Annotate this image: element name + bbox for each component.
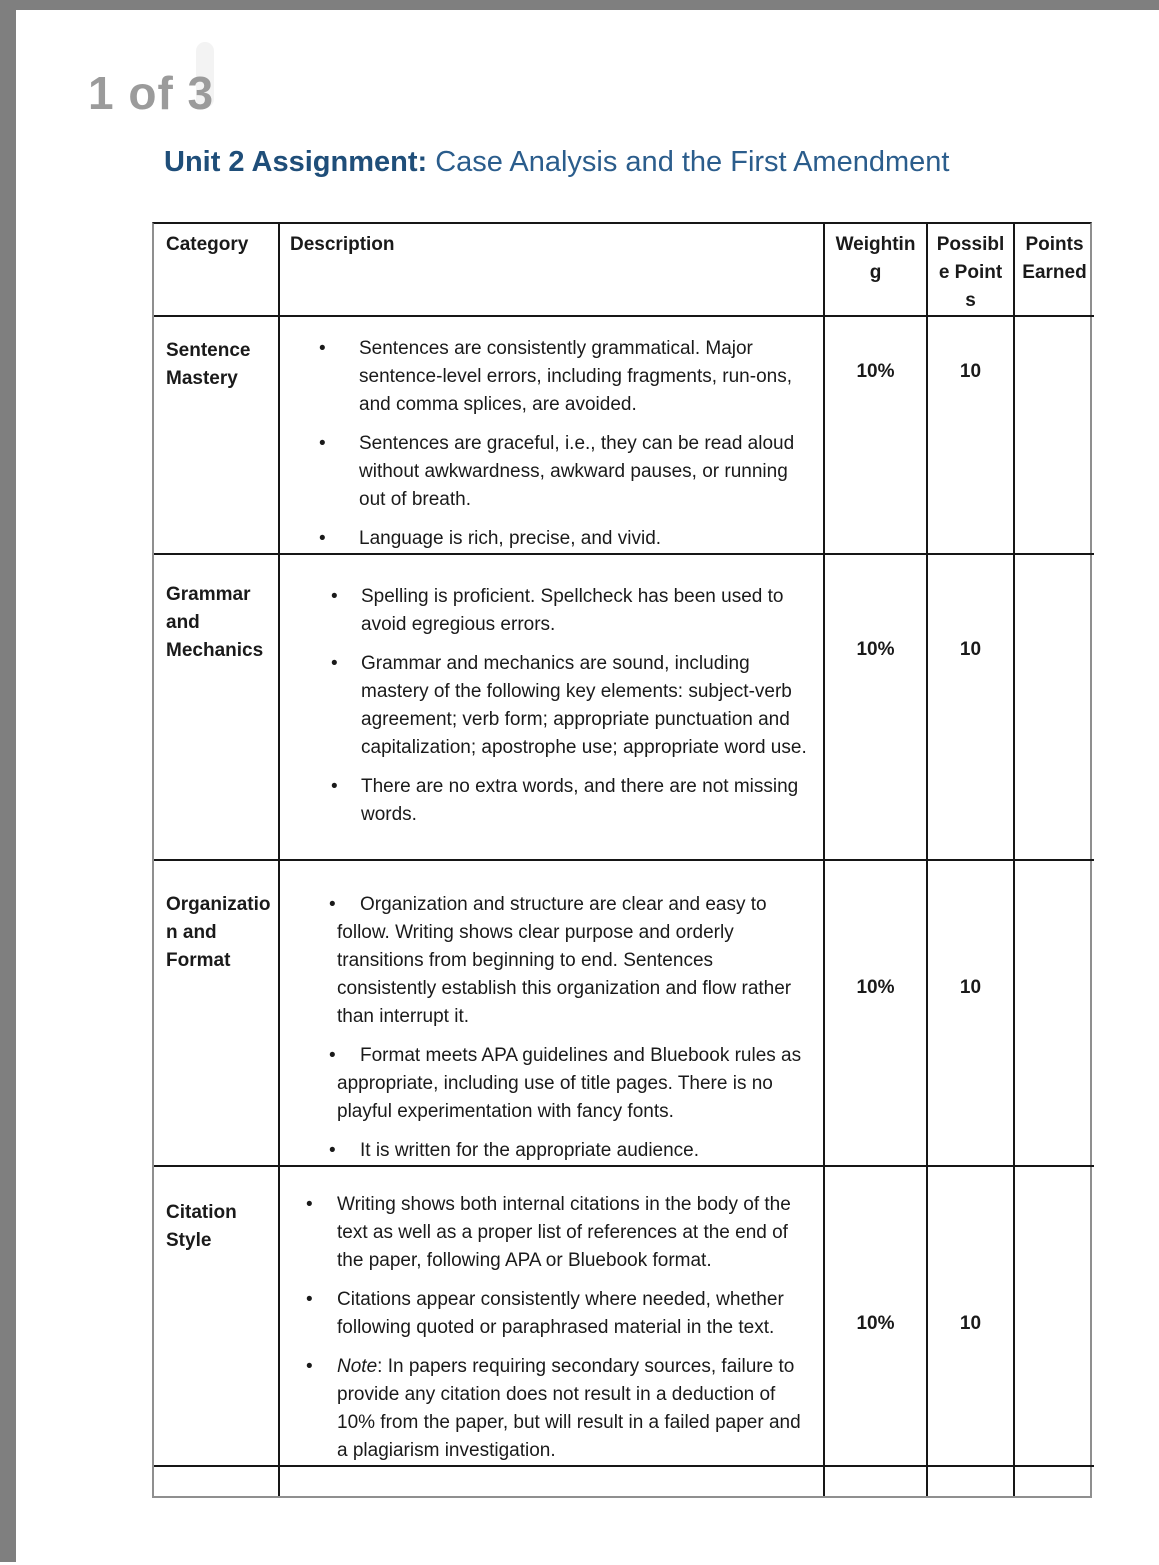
page-title [164, 146, 949, 179]
bullet-item: • Writing shows both internal citations in the body of the text as well as a proper list of references at the end of the paper, following APA or Bluebook format. [280, 1191, 813, 1275]
points-earned-cell [1014, 1166, 1094, 1466]
possible-points-cell: 10 [927, 554, 1014, 860]
table-row-grammar-mechanics [154, 554, 1094, 860]
description-cell [279, 1166, 824, 1466]
viewer-left-bar [0, 0, 16, 1562]
description-cell [279, 316, 824, 554]
bullet-list [280, 335, 813, 553]
bullet-list [280, 583, 813, 829]
bullet-item: • Sentences are graceful, i.e., they can be read aloud without awkwardness, awkward pauses, or running out of breath. [280, 430, 813, 514]
possible-points-cell [927, 1466, 1014, 1496]
bullet-item: • Language is rich, precise, and vivid. [280, 525, 813, 553]
points-earned-cell [1014, 860, 1094, 1166]
points-earned-cell [1014, 1466, 1094, 1496]
bullet-item: • There are no extra words, and there are not missing words. [280, 773, 813, 829]
page-indicator: 1 of 3 [88, 67, 215, 119]
bullet-list [280, 1191, 813, 1465]
header-category: Category [154, 224, 279, 316]
bullet-item: • Organization and structure are clear and easy to follow. Writing shows clear purpose and orderly transitions from beginning to end. Sentences consistently establish this organization and flow rather than interrupt it. [280, 891, 813, 1031]
table-row-organization-format [154, 860, 1094, 1166]
rubric-table [154, 224, 1094, 1496]
weighting-cell: 10% [824, 554, 927, 860]
page-title-bold: Unit 2 Assignment: [164, 146, 428, 178]
header-description: Description [279, 224, 824, 316]
points-earned-cell [1014, 554, 1094, 860]
description-cell [279, 1466, 824, 1496]
bullet-item: • Sentences are consistently grammatical. Major sentence-level errors, including fragments, run-ons, and comma splices, are avoided. [280, 335, 813, 419]
category-cell [154, 1466, 279, 1496]
weighting-cell: 10% [824, 860, 927, 1166]
note-text: : In papers requiring secondary sources, failure to provide any citation does not result in a deduction of 10% from the paper, but will result in a failed paper and a plagiarism investigation. [337, 1356, 801, 1461]
weighting-cell: 10% [824, 316, 927, 554]
table-row-sentence-mastery [154, 316, 1094, 554]
weighting-cell [824, 1466, 927, 1496]
bullet-list [280, 891, 813, 1165]
viewer-top-bar [0, 0, 1159, 10]
page-title-regular: Case Analysis and the First Amendment [435, 146, 950, 178]
table-row-citation-style [154, 1166, 1094, 1466]
bullet-item: • Format meets APA guidelines and Bluebook rules as appropriate, including use of title pages. There is no playful experimentation with fancy fonts. [280, 1042, 813, 1126]
category-cell: Citation Style [154, 1166, 279, 1466]
table-row-empty [154, 1466, 1094, 1496]
table-header-row [154, 224, 1094, 316]
bullet-item: • It is written for the appropriate audience. [280, 1137, 813, 1165]
description-cell [279, 554, 824, 860]
bullet-item: • Grammar and mechanics are sound, including mastery of the following key elements: subject-verb agreement; verb form; appropriate punctuation and capitalization; apostrophe use; appropriate word use. [280, 650, 813, 762]
header-possible-points: Possible Points [927, 224, 1014, 316]
bullet-item: • Citations appear consistently where needed, whether following quoted or paraphrased material in the text. [280, 1286, 813, 1342]
note-italic: Note [337, 1356, 378, 1377]
description-cell [279, 860, 824, 1166]
header-weighting: Weighting [824, 224, 927, 316]
possible-points-cell: 10 [927, 1166, 1014, 1466]
category-cell: Sentence Mastery [154, 316, 279, 554]
points-earned-cell [1014, 316, 1094, 554]
rubric-table-container [152, 222, 1092, 1498]
category-cell: Grammar and Mechanics [154, 554, 279, 860]
weighting-cell: 10% [824, 1166, 927, 1466]
bullet-item: • Spelling is proficient. Spellcheck has been used to avoid egregious errors. [280, 583, 813, 639]
header-points-earned: Points Earned [1014, 224, 1094, 316]
category-cell: Organization and Format [154, 860, 279, 1166]
bullet-item [280, 1353, 813, 1465]
possible-points-cell: 10 [927, 860, 1014, 1166]
possible-points-cell: 10 [927, 316, 1014, 554]
